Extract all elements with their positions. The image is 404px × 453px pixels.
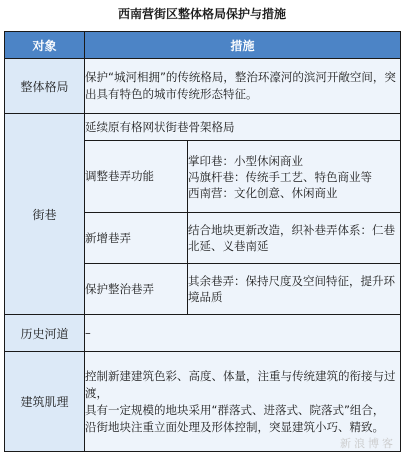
header-row bbox=[5, 32, 401, 59]
alley-sub-label: 新增巷弄 bbox=[85, 213, 188, 264]
watermark: 新浪博客 bbox=[340, 437, 396, 450]
object-overall: 整体格局 bbox=[5, 59, 85, 114]
alley-intro: 延续原有格网状街巷骨架格局 bbox=[85, 114, 401, 141]
detail-line: 其余巷弄：保持尺度及空间特征，提升环境品质 bbox=[188, 274, 395, 304]
measure-overall: 保护“城河相拥”的传统格局，整治环濠河的滨河开敞空间，突出具有特色的城市传统形态特征。 bbox=[85, 59, 401, 114]
table-title: 西南营街区整体格局保护与措施 bbox=[117, 7, 286, 21]
detail-line: 沿街地块注重立面处理及形体控制，突显建筑小巧、精致。 bbox=[85, 419, 384, 434]
object-texture: 建筑肌理 bbox=[5, 352, 85, 452]
alley-sub-label: 调整巷弄功能 bbox=[85, 141, 188, 213]
alley-sub-detail bbox=[188, 141, 401, 213]
detail-line: 结合地块更新改造，织补巷弄体系：仁巷北延、义巷南延 bbox=[188, 223, 395, 253]
table-row bbox=[5, 315, 401, 352]
table-row bbox=[5, 59, 401, 114]
object-river: 历史河道 bbox=[5, 315, 85, 352]
alley-sub-detail bbox=[188, 264, 401, 315]
detail-line: 具有一定规模的地块采用“群落式、进落式、院落式”组合， bbox=[85, 402, 385, 417]
header-object: 对象 bbox=[5, 32, 85, 59]
alley-sub-label: 保护整治巷弄 bbox=[85, 264, 188, 315]
table-row bbox=[5, 114, 401, 141]
detail-line: 掌印巷：小型休闲商业 bbox=[188, 153, 303, 168]
measure-river: – bbox=[85, 315, 401, 352]
detail-line: 冯旗杆巷：传统手工艺、特色商业等 bbox=[188, 169, 372, 184]
object-alley: 街巷 bbox=[5, 114, 85, 315]
alley-sub-detail bbox=[188, 213, 401, 264]
measures-table bbox=[4, 31, 401, 452]
header-measures: 措施 bbox=[85, 32, 401, 59]
detail-line: 控制新建建筑色彩、高度、体量，注重与传统建筑的衔接与过渡， bbox=[85, 368, 396, 400]
detail-line: 西南营：文化创意、休闲商业 bbox=[188, 185, 338, 200]
